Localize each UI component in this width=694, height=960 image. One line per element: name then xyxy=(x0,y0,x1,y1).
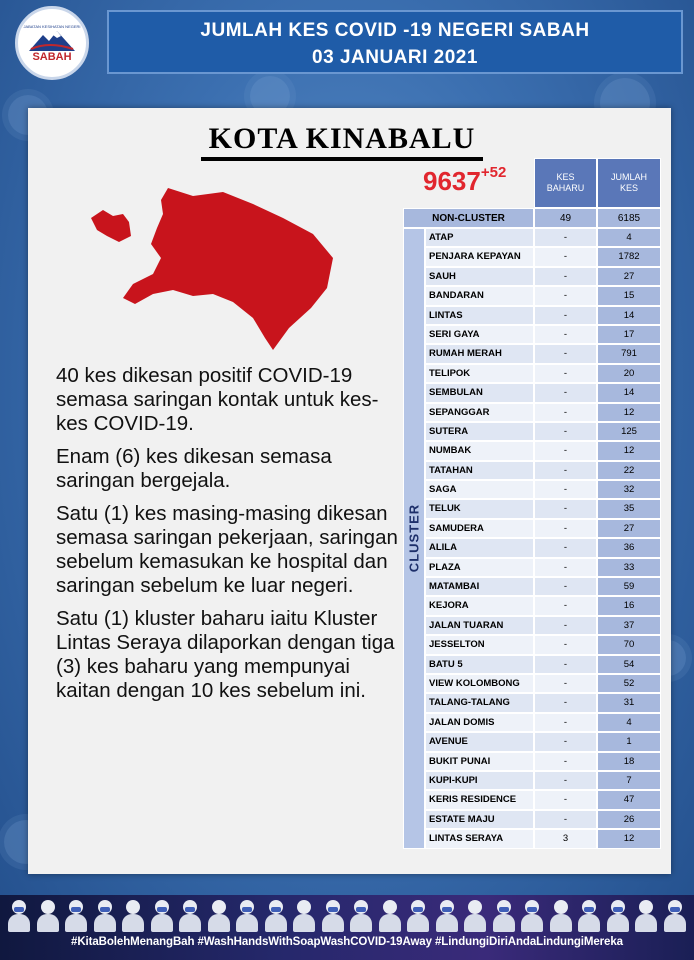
cluster-name: LINTAS SERAYA xyxy=(425,829,534,848)
col-header-total: JUMLAH KES xyxy=(597,158,661,208)
cluster-name: TATAHAN xyxy=(425,461,534,480)
cluster-total-cases: 33 xyxy=(597,558,661,577)
table-row xyxy=(425,655,661,674)
cluster-new-cases: - xyxy=(534,461,597,480)
cluster-new-cases: - xyxy=(534,499,597,518)
cluster-name: PLAZA xyxy=(425,558,534,577)
cluster-total-cases: 12 xyxy=(597,403,661,422)
frontliner-icon xyxy=(236,898,258,932)
frontliner-icon xyxy=(94,898,116,932)
frontliner-icon xyxy=(37,898,59,932)
cluster-name: JALAN DOMIS xyxy=(425,713,534,732)
non-cluster-total: 6185 xyxy=(597,208,661,228)
sabah-health-logo xyxy=(15,6,89,80)
cluster-name: SERI GAYA xyxy=(425,325,534,344)
paragraph: Satu (1) kes masing-masing dikesan semasa saringan pekerjaan, saringan sebelum kemasukan ke hospital dan saringan sebelum ke luar negeri. xyxy=(56,502,398,597)
frontliner-icon xyxy=(208,898,230,932)
cluster-name: RUMAH MERAH xyxy=(425,344,534,363)
cluster-new-cases: - xyxy=(534,810,597,829)
cluster-total-cases: 7 xyxy=(597,771,661,790)
cluster-label-cell xyxy=(403,228,425,849)
cluster-new-cases: - xyxy=(534,713,597,732)
frontliner-icon xyxy=(493,898,515,932)
cluster-total-cases: 791 xyxy=(597,344,661,363)
paragraph: Enam (6) kes dikesan semasa saringan bergejala. xyxy=(56,445,332,492)
cluster-total-cases: 4 xyxy=(597,228,661,247)
cluster-label: CLUSTER xyxy=(406,504,422,573)
cluster-total-cases: 27 xyxy=(597,267,661,286)
frontliner-icon xyxy=(521,898,543,932)
cluster-total-cases: 31 xyxy=(597,693,661,712)
cluster-total-cases: 1782 xyxy=(597,247,661,266)
cluster-total-cases: 20 xyxy=(597,364,661,383)
table-row xyxy=(425,674,661,693)
cluster-new-cases: - xyxy=(534,752,597,771)
frontliner-icon xyxy=(407,898,429,932)
table-row xyxy=(425,499,661,518)
cluster-name: BATU 5 xyxy=(425,655,534,674)
table-row xyxy=(425,403,661,422)
cluster-name: SAMUDERA xyxy=(425,519,534,538)
cluster-new-cases: - xyxy=(534,674,597,693)
cluster-new-cases: - xyxy=(534,538,597,557)
cluster-name: VIEW KOLOMBONG xyxy=(425,674,534,693)
cluster-name: SEMBULAN xyxy=(425,383,534,402)
table-header xyxy=(403,158,661,208)
table-row xyxy=(425,790,661,809)
table-row xyxy=(425,344,661,363)
cluster-new-cases: 3 xyxy=(534,829,597,848)
cluster-name: ALILA xyxy=(425,538,534,557)
cluster-name: AVENUE xyxy=(425,732,534,751)
cluster-rows xyxy=(425,228,661,849)
cluster-new-cases: - xyxy=(534,480,597,499)
table-row xyxy=(425,713,661,732)
table-row xyxy=(425,616,661,635)
district-title: KOTA KINABALU xyxy=(201,122,483,161)
cluster-total-cases: 12 xyxy=(597,441,661,460)
table-row xyxy=(425,538,661,557)
table-row xyxy=(425,422,661,441)
cluster-total-cases: 15 xyxy=(597,286,661,305)
table-row xyxy=(425,228,661,247)
non-cluster-row xyxy=(403,208,661,228)
cluster-new-cases: - xyxy=(534,577,597,596)
cluster-total-cases: 12 xyxy=(597,829,661,848)
frontliner-icon xyxy=(550,898,572,932)
cluster-new-cases: - xyxy=(534,732,597,751)
cluster-total-cases: 18 xyxy=(597,752,661,771)
frontliner-icon xyxy=(65,898,87,932)
table-row xyxy=(425,441,661,460)
table-row xyxy=(425,519,661,538)
cluster-name: TELUK xyxy=(425,499,534,518)
cluster-total-cases: 26 xyxy=(597,810,661,829)
table-row xyxy=(425,267,661,286)
frontliner-icon xyxy=(151,898,173,932)
table-row xyxy=(425,810,661,829)
cluster-new-cases: - xyxy=(534,790,597,809)
col-header-new: KES BAHARU xyxy=(534,158,597,208)
cluster-new-cases: - xyxy=(534,306,597,325)
frontliner-icon xyxy=(293,898,315,932)
cluster-new-cases: - xyxy=(534,558,597,577)
table-row xyxy=(425,829,661,848)
cluster-total-cases: 37 xyxy=(597,616,661,635)
cluster-new-cases: - xyxy=(534,771,597,790)
cluster-new-cases: - xyxy=(534,616,597,635)
frontliner-icon xyxy=(350,898,372,932)
paragraph: 40 kes dikesan positif COVID-19 semasa saringan kontak untuk kes-kes COVID-19. xyxy=(56,364,379,435)
table-row xyxy=(425,306,661,325)
table-row xyxy=(425,461,661,480)
cluster-new-cases: - xyxy=(534,247,597,266)
cluster-name: KERIS RESIDENCE xyxy=(425,790,534,809)
cluster-name: BUKIT PUNAI xyxy=(425,752,534,771)
frontliner-illustrations xyxy=(8,898,686,934)
cluster-new-cases: - xyxy=(534,228,597,247)
cluster-name: JESSELTON xyxy=(425,635,534,654)
cluster-name: PENJARA KEPAYAN xyxy=(425,247,534,266)
frontliner-icon xyxy=(436,898,458,932)
frontliner-icon xyxy=(607,898,629,932)
table-row xyxy=(425,577,661,596)
cluster-new-cases: - xyxy=(534,403,597,422)
table-row xyxy=(425,480,661,499)
cluster-name: SEPANGGAR xyxy=(425,403,534,422)
table-row xyxy=(425,247,661,266)
cluster-new-cases: - xyxy=(534,596,597,615)
cluster-section xyxy=(403,228,661,849)
cluster-total-cases: 14 xyxy=(597,306,661,325)
total-value: 9637 xyxy=(423,166,481,196)
table-row xyxy=(425,286,661,305)
kota-kinabalu-map xyxy=(83,178,373,358)
frontliner-icon xyxy=(265,898,287,932)
cluster-name: TALANG-TALANG xyxy=(425,693,534,712)
cluster-total-cases: 4 xyxy=(597,713,661,732)
frontliner-icon xyxy=(578,898,600,932)
cluster-total-cases: 32 xyxy=(597,480,661,499)
cluster-new-cases: - xyxy=(534,286,597,305)
table-row xyxy=(425,558,661,577)
cluster-name: TELIPOK xyxy=(425,364,534,383)
cluster-new-cases: - xyxy=(534,364,597,383)
table-row xyxy=(425,635,661,654)
cluster-total-cases: 47 xyxy=(597,790,661,809)
cluster-name: NUMBAK xyxy=(425,441,534,460)
cluster-new-cases: - xyxy=(534,344,597,363)
paragraph: Satu (1) kluster baharu iaitu Kluster Lintas Seraya dilaporkan dengan tiga (3) kes baharu yang mempunyai kaitan dengan 10 kes sebelum ini. xyxy=(56,607,395,702)
cluster-name: SAGA xyxy=(425,480,534,499)
table-row xyxy=(425,325,661,344)
table-row xyxy=(425,383,661,402)
cluster-name: SUTERA xyxy=(425,422,534,441)
non-cluster-name: NON-CLUSTER xyxy=(403,208,534,228)
page-title xyxy=(107,10,683,74)
cluster-total-cases: 36 xyxy=(597,538,661,557)
cluster-name: LINTAS xyxy=(425,306,534,325)
title-line-1: JUMLAH KES COVID -19 NEGERI SABAH xyxy=(200,20,590,41)
cluster-new-cases: - xyxy=(534,267,597,286)
cluster-new-cases: - xyxy=(534,655,597,674)
cluster-new-cases: - xyxy=(534,693,597,712)
cluster-new-cases: - xyxy=(534,519,597,538)
table-row xyxy=(425,364,661,383)
table-row xyxy=(425,771,661,790)
cluster-name: KEJORA xyxy=(425,596,534,615)
cluster-total-cases: 52 xyxy=(597,674,661,693)
cluster-new-cases: - xyxy=(534,325,597,344)
hashtags: #KitaBolehMenangBah #WashHandsWithSoapWashCOVID-19Away #LindungiDiriAndaLindungiMereka xyxy=(71,936,623,948)
cluster-name: ATAP xyxy=(425,228,534,247)
cluster-new-cases: - xyxy=(534,635,597,654)
cluster-name: ESTATE MAJU xyxy=(425,810,534,829)
content-panel xyxy=(28,108,671,874)
frontliner-icon xyxy=(8,898,30,932)
cluster-new-cases: - xyxy=(534,441,597,460)
cluster-new-cases: - xyxy=(534,383,597,402)
cases-table xyxy=(403,158,661,849)
non-cluster-new: 49 xyxy=(534,208,597,228)
table-row xyxy=(425,752,661,771)
cluster-total-cases: 22 xyxy=(597,461,661,480)
description xyxy=(56,364,401,712)
cluster-total-cases: 17 xyxy=(597,325,661,344)
cluster-name: KUPI-KUPI xyxy=(425,771,534,790)
logo-caption: JABATAN KESIHATAN NEGERI xyxy=(23,23,81,29)
total-increase: +52 xyxy=(480,164,507,182)
frontliner-icon xyxy=(379,898,401,932)
mountain-icon xyxy=(29,29,75,51)
cluster-total-cases: 16 xyxy=(597,596,661,615)
frontliner-icon xyxy=(664,898,686,932)
frontliner-icon xyxy=(464,898,486,932)
cluster-name: MATAMBAI xyxy=(425,577,534,596)
cluster-total-cases: 35 xyxy=(597,499,661,518)
cluster-total-cases: 59 xyxy=(597,577,661,596)
frontliner-icon xyxy=(322,898,344,932)
cluster-total-cases: 70 xyxy=(597,635,661,654)
cluster-total-cases: 1 xyxy=(597,732,661,751)
cluster-new-cases: - xyxy=(534,422,597,441)
cluster-total-cases: 14 xyxy=(597,383,661,402)
frontliner-icon xyxy=(179,898,201,932)
table-row xyxy=(425,596,661,615)
cluster-total-cases: 125 xyxy=(597,422,661,441)
cluster-name: JALAN TUARAN xyxy=(425,616,534,635)
table-row xyxy=(425,732,661,751)
frontliner-icon xyxy=(635,898,657,932)
table-row xyxy=(425,693,661,712)
cluster-total-cases: 27 xyxy=(597,519,661,538)
cluster-name: BANDARAN xyxy=(425,286,534,305)
logo-text: SABAH xyxy=(32,50,72,63)
cluster-total-cases: 54 xyxy=(597,655,661,674)
frontliner-icon xyxy=(122,898,144,932)
title-line-2: 03 JANUARI 2021 xyxy=(312,47,478,68)
cluster-name: SAUH xyxy=(425,267,534,286)
